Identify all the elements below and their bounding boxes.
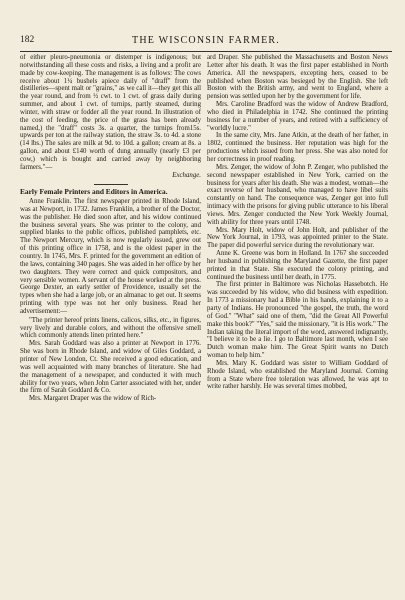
- header-rule: [20, 51, 392, 52]
- page-number: 182: [20, 35, 35, 45]
- mrs-zenger-paragraph: Mrs. Zenger, the widow of John P. Zenger, who published the second newspaper established in New York, carried on the business for years after his death. She was a modest, woman—the exact reverse of her husband, who managed to have libel suits constantly on hand. The consequence was, Zenger got into full intimacy with the prisons for giving public utterance to his liberal views. Mrs. Zenger conducted the New York Weekly Journal, with ability for three years until 1748.: [207, 163, 388, 226]
- cow-keeping-paragraph: of either pleuro-pneumonia or distemper is indigenous; but notwithstanding all these costs and risks, a living and a profit are made by cow-keeping. The management is as follows: The cows receive about 1¼ bushels apiece daily of "draff" from the distilleries—spent malt or "grains," as we call it—they get this all the year round, and from ½ cwt. to 1 cwt. of grass daily during summer, and about 1 cwt. of turnips, partly steamed, during winter, with straw or fodder all the year round. In illustration of the cost of feeding, the price of the grass has been already named,) the "draff" costs 3s. a quarter, the turnips from15s. upwards per ton at the railway station, the straw 3s. to 4d. a stone (14 lbs.) The sales are milk at 9d. to 10d. a gallon; cream at 8s. a gallon, and about £140 worth of dung annually (nearly £3 per cow,) which is bought and carried away by neighboring farmers."—: [20, 54, 201, 171]
- caroline-bradford-paragraph: Mrs. Caroline Bradford was the widow of Andrew Bradford, who died in Philadelphia in 1742. She continued the printing business for a number of years, and retired with a sufficiency of "worldly lucre.": [207, 101, 388, 132]
- anne-greene-paragraph: Anne K. Greene was born in Holland. In 1767 she succeeded her husband in publishing the Maryland Gazette, the first paper printed in that State. She executed the colony printing, and continued the business until her death, in 1775.: [207, 250, 388, 281]
- baltimore-printer-paragraph: The first printer in Baltimore was Nicholas Hassebotch. He was succeeded by his widow, who did business with expedition. In 1773 a missionary had a Bible in his hands, explaining it to a party of Indians. He pronounced "the gospel, the truth, the word of God." "What" said one of them, "did the Great All Powerful make this book?" "Yes," said the missionary, "it is His work." The Indian taking the literal import of the word, answered indignantly, "I believe it to be a lie. I go to Baltimore last month, when I see Dutch woman make him. The Great Spirit wants no Dutch woman to help him.": [207, 281, 388, 360]
- mary-holt-paragraph: Mrs. Mary Holt, widow of John Holt, and publisher of the New York Journal, in 1793, was appointed printer to the State. The paper did powerful service during the revolutionary war.: [207, 226, 388, 250]
- jane-atkin-paragraph: In the same city, Mrs. Jane Atkin, at the death of her father, in 1802, continued the business. Her reputation was high for the productions which issued from her press. She was also noted for her correctness in proof reading.: [207, 132, 388, 163]
- right-column: [207, 54, 388, 594]
- draper-continued-paragraph: ard Draper. She published the Massachusetts and Boston News Letter after his death. It was the first paper established in North America. All the newspapers, excepting hers, ceased to be published when Boston was besieged by the English. She left Boston with the British army, and went to England, where a pension was settled upon her by the government for life.: [207, 54, 388, 101]
- publication-title: THE WISCONSIN FARMER.: [132, 35, 280, 46]
- left-column: [20, 54, 201, 594]
- article-divider: [94, 184, 128, 185]
- page-header: [20, 35, 392, 48]
- mary-goddard-paragraph: Mrs. Mary K. Goddard was sister to William Goddard of Rhode Island, who established the Maryland Journal. Coming from a State where free toleration was allowed, he was apt to write rather harshly. He was several times mobbed,: [207, 359, 388, 391]
- anne-franklin-paragraph: Anne Franklin. The first newspaper printed in Rhode Island, was at Newport, in 1732. James Franklin, a brother of the Doctor, was the publisher. He died soon after, and his widow continued the business several years. She was printer to the colony, and supplied blanks to the public offices, published pamphlets, etc. The Newport Mercury, which is now regularly issued, grew out of this printing office in 1758, and is the oldest paper in the country. In 1745, Mrs. F. printed for the government an edition of the laws, containing 340 pages. She was aided in her office by her two daughters. They were correct and quick compositors, and very sensible women. A servant of the house worked at the press. George Dexter, an early settler of Providence, usually set the types when she had a large job, or an almanac to get out. It seems printing with type was not her only business. Read her advertisement:—: [20, 198, 201, 315]
- source-credit: Exchange.: [172, 171, 201, 179]
- advertisement-quote: "The printer hereof prints linens, calicos, silks, etc., in figures, very lively and durable colors, and without the offensive smell which commonly attends linen printed here.": [20, 316, 201, 340]
- margaret-draper-paragraph: Mrs. Margaret Draper was the widow of Rich-: [29, 395, 157, 403]
- article-heading: Early Female Printers and Editors in America.: [20, 186, 168, 196]
- sarah-goddard-paragraph: Mrs. Sarah Goddard was also a printer at Newport in 1776. She was born in Rhode Island, and widow of Giles Goddard, a printer of New London, Ct. She received a good education, and was well acquainted with many branches of literature. She had the management of a newspaper, and conducted it with much ability for two years, when John Carter associated with her, under the firm of Sarah Goddard & Co.: [20, 340, 201, 395]
